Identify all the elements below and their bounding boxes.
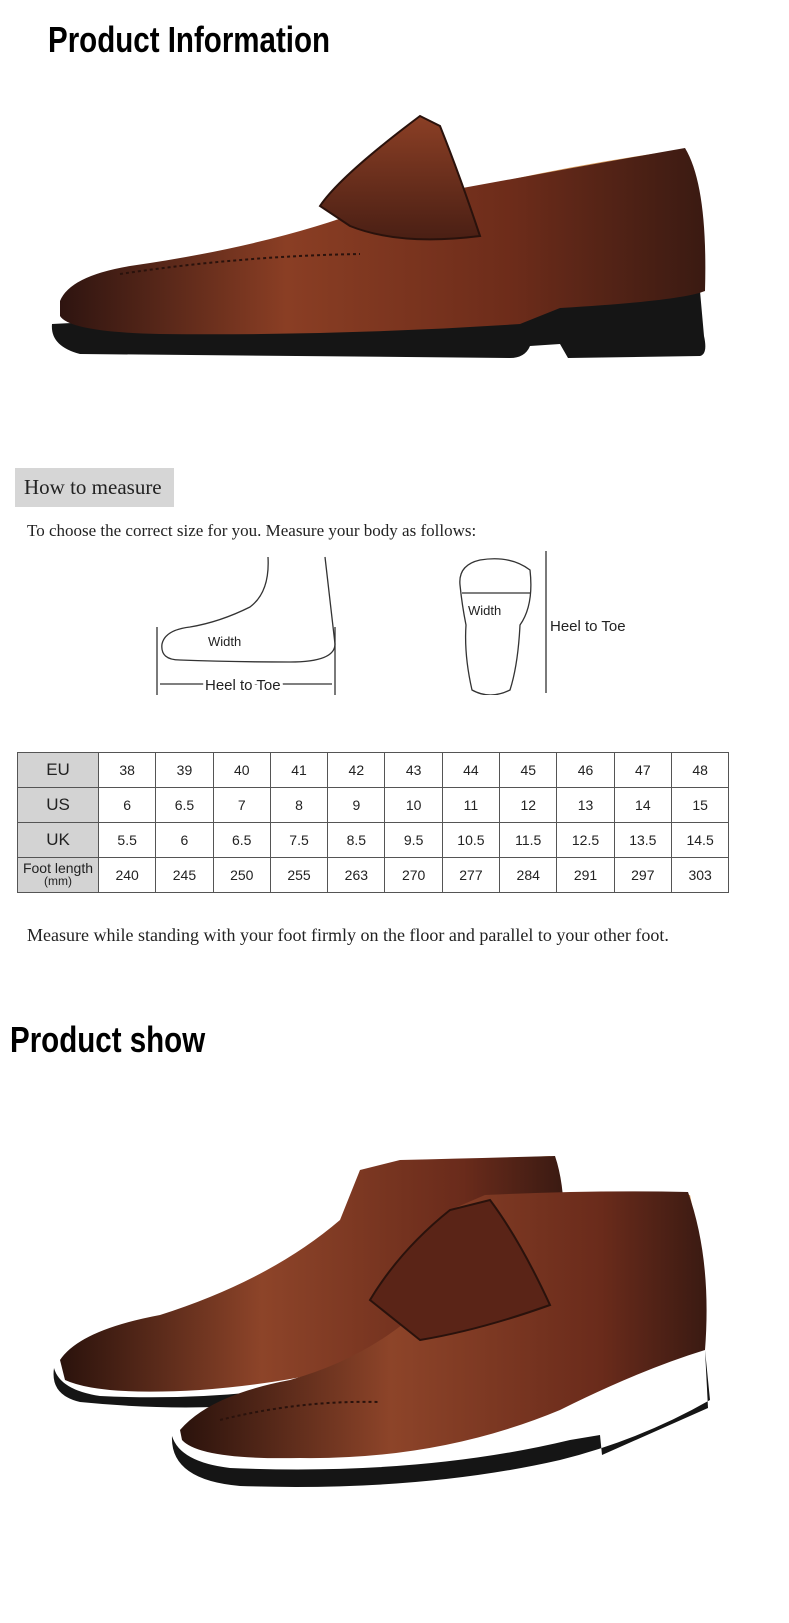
size-cell: 13 [557, 788, 614, 823]
size-cell: 13.5 [614, 823, 671, 858]
size-cell: 38 [99, 753, 156, 788]
size-cell: 47 [614, 753, 671, 788]
size-cell: 11.5 [500, 823, 557, 858]
size-cell: 6 [99, 788, 156, 823]
size-cell: 14.5 [671, 823, 728, 858]
foot-side-width-label: Width [208, 634, 242, 649]
size-cell: 240 [99, 858, 156, 893]
measure-instructions: To choose the correct size for you. Measure your body as follows: [27, 521, 477, 540]
size-cell: 48 [671, 753, 728, 788]
foot-top-length-label: Heel to Toe [550, 618, 626, 635]
size-cell: 7 [213, 788, 270, 823]
size-cell: 8 [270, 788, 327, 823]
foot-top-diagram [450, 545, 650, 695]
foot-top-width-label: Width [468, 603, 502, 618]
product-information-heading: Product Information [48, 19, 331, 60]
size-cell: 45 [500, 753, 557, 788]
size-cell: 15 [671, 788, 728, 823]
size-cell: 39 [156, 753, 213, 788]
size-cell: 7.5 [270, 823, 327, 858]
size-row-foot-length [18, 858, 729, 893]
size-cell: 14 [614, 788, 671, 823]
foot-length-unit: (mm) [44, 874, 72, 888]
size-cell: 10.5 [442, 823, 499, 858]
loafer-side-image [40, 96, 730, 396]
foot-side-length-label: Heel to Toe [205, 677, 281, 694]
size-cell: 297 [614, 858, 671, 893]
foot-length-label [18, 858, 99, 893]
size-cell: 46 [557, 753, 614, 788]
size-cell: 284 [500, 858, 557, 893]
how-to-measure-label: How to measure [15, 468, 174, 507]
foot-length-text: Foot length [22, 860, 94, 876]
size-cell: 42 [328, 753, 385, 788]
size-row-us [18, 788, 729, 823]
foot-top-outline [460, 559, 531, 695]
size-row-eu [18, 753, 729, 788]
how-to-measure-section [0, 440, 789, 970]
size-cell: 250 [213, 858, 270, 893]
size-cell: 263 [328, 858, 385, 893]
size-cell: 8.5 [328, 823, 385, 858]
size-cell: 43 [385, 753, 442, 788]
size-row-label: UK [18, 823, 99, 858]
loafer-pair-image [40, 1140, 730, 1580]
size-cell: 9.5 [385, 823, 442, 858]
size-cell: 40 [213, 753, 270, 788]
size-cell: 44 [442, 753, 499, 788]
size-cell: 10 [385, 788, 442, 823]
size-cell: 41 [270, 753, 327, 788]
size-cell: 11 [442, 788, 499, 823]
foot-side-outline [162, 557, 335, 662]
size-cell: 6.5 [213, 823, 270, 858]
size-cell: 6 [156, 823, 213, 858]
size-cell: 12 [500, 788, 557, 823]
size-cell: 9 [328, 788, 385, 823]
foot-side-diagram [150, 552, 350, 702]
size-cell: 303 [671, 858, 728, 893]
size-cell: 277 [442, 858, 499, 893]
size-cell: 12.5 [557, 823, 614, 858]
measure-note: Measure while standing with your foot firmly on the floor and parallel to your other foot. [27, 925, 669, 945]
size-cell: 245 [156, 858, 213, 893]
size-chart-table [17, 752, 729, 893]
size-row-uk [18, 823, 729, 858]
size-cell: 291 [557, 858, 614, 893]
size-row-label: US [18, 788, 99, 823]
size-cell: 255 [270, 858, 327, 893]
product-show-heading: Product show [10, 1019, 206, 1060]
size-cell: 6.5 [156, 788, 213, 823]
size-cell: 5.5 [99, 823, 156, 858]
loafer-saddle [320, 116, 480, 239]
size-cell: 270 [385, 858, 442, 893]
size-row-label: EU [18, 753, 99, 788]
